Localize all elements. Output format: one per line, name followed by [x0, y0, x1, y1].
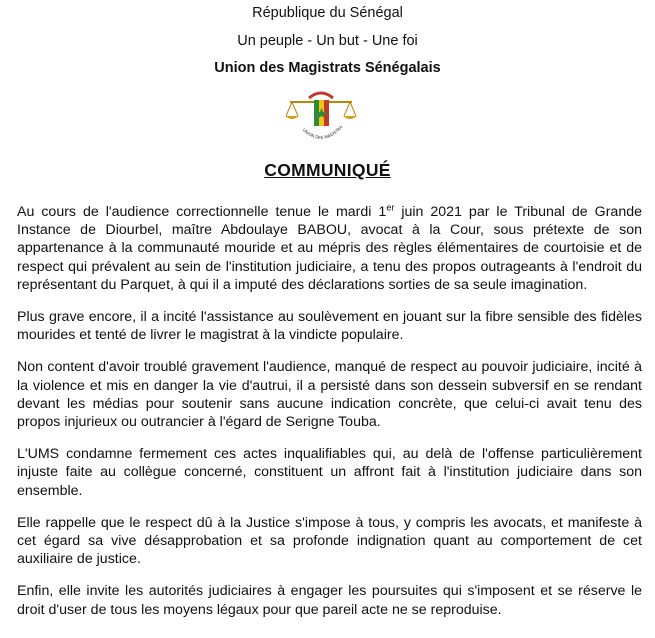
paragraph-4: L'UMS condamne fermement ces actes inqualifiables qui, au delà de l'offense particulièrement injuste faite au collègue concerné, constituent un affront fait à l'institution judiciaire dans son ensemble. — [17, 446, 642, 499]
ums-logo — [282, 88, 360, 146]
paragraph-1-part-a: Au cours de l'audience correctionnelle tenue le mardi 1 — [17, 204, 387, 220]
document-title: COMMUNIQUÉ — [264, 160, 391, 180]
svg-text:UNION DES MAGISTRATS SENEGALAI: UNION DES MAGISTRA — [301, 124, 344, 141]
paragraph-6: Enfin, elle invite les autorités judiciaires à engager les poursuites qui s'imposent et se réserve le droit d'user de tous les moyens légaux pour que pareil acte ne se reproduise. — [17, 583, 642, 618]
document-body — [17, 203, 642, 633]
ordinal-superscript: er — [386, 202, 395, 213]
paragraph-1 — [17, 203, 642, 294]
organization-name: Union des Magistrats Sénégalais — [214, 60, 441, 76]
paragraph-5: Elle rappelle que le respect dû à la Justice s'impose à tous, y compris les avocats, et manifeste à cet égard sa vive désapprobation et sa profonde indignation quant au comportement de cet auxiliaire de justice. — [17, 514, 642, 568]
country-name: République du Sénégal — [252, 5, 403, 21]
paragraph-3: Non content d'avoir troublé gravement l'audience, manqué de respect au pouvoir judiciaire, incité à la violence et mis en danger la vie d'autrui, il a persisté dans son dessein subversif en se rendant devant les médias pour soutenir sans aucune indication concrète, que celui-ci avait tenu des propos injurieux ou outrancier à l'égard de Serigne Touba. — [17, 359, 642, 431]
paragraph-2: Plus grave encore, il a incité l'assistance au soulèvement en jouant sur la fibre sensible des fidèles mourides et tenté de livrer le magistrat à la vindicte populaire. — [17, 309, 642, 344]
paragraph-1-part-b: juin 2021 par le Tribunal de Grande Instance de Diourbel, maître Abdoulaye BABOU, avocat à la Cour, sous prétexte de son appartenance à la communauté mouride et au mépris des règles élémentaires de courtoisie et de respect qui prévalent au sein de l'institution judiciaire, a tenu des propos outrageants à l'endroit du représentant du Parquet, à qui il a imputé des déclarations sorties de sa seule imagination. — [17, 204, 642, 293]
national-motto: Un peuple - Un but - Une foi — [237, 33, 418, 49]
